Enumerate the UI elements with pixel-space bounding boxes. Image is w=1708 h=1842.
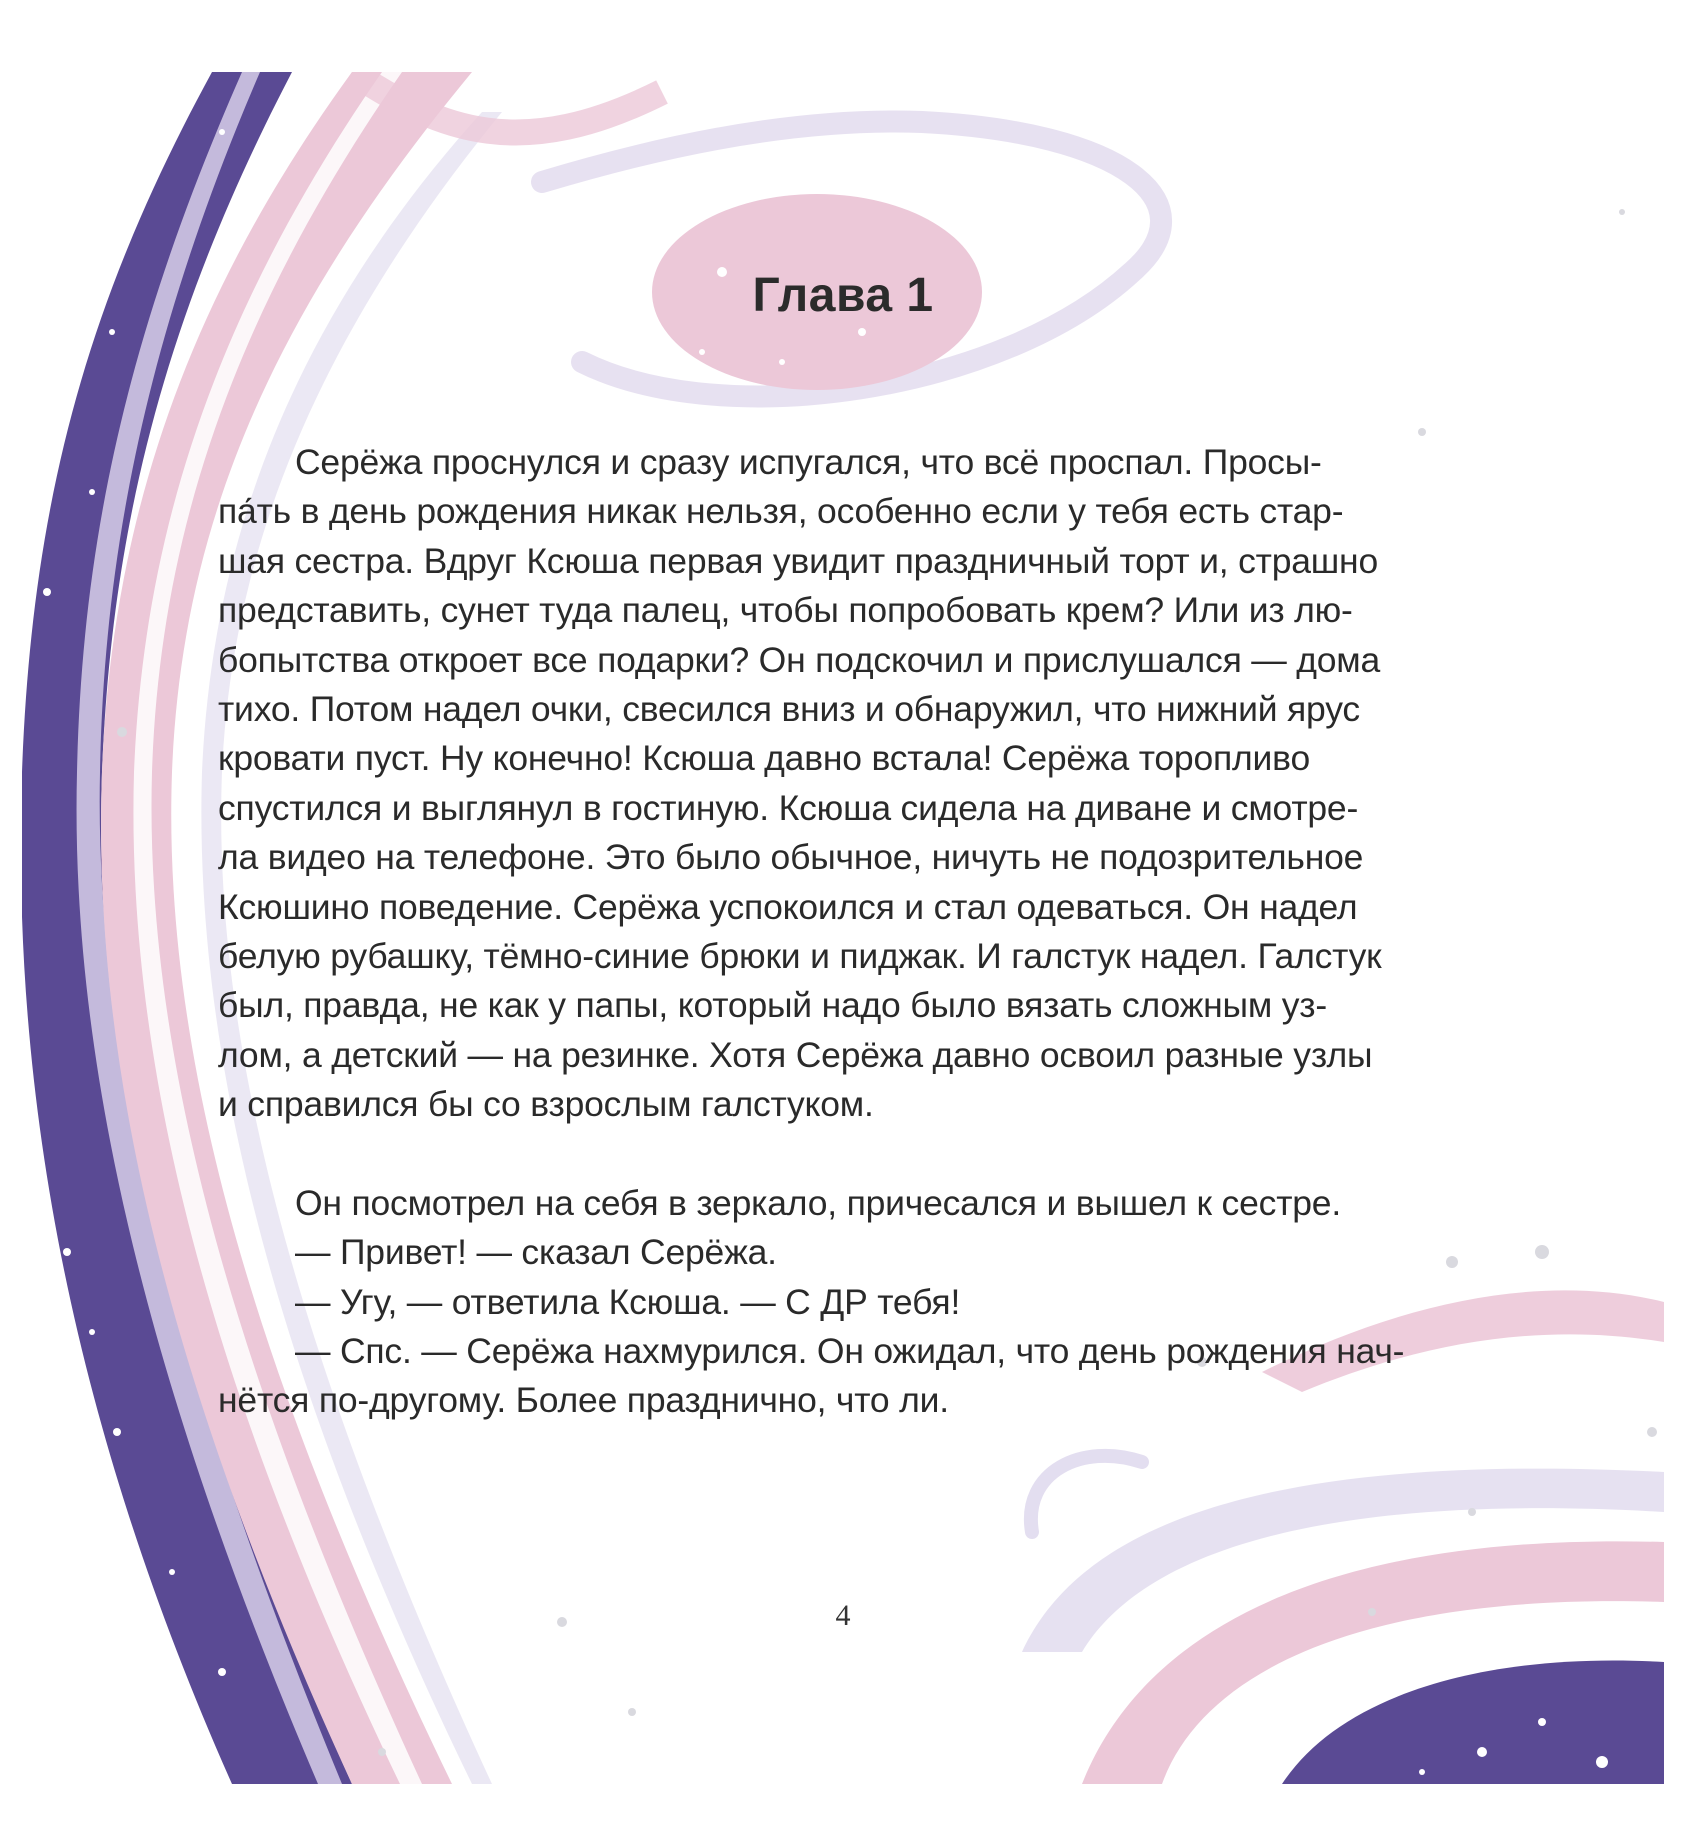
text-line: представить, сунет туда палец, чтобы попробовать крем? Или из лю- [218,590,1353,631]
text-line: кровати пуст. Ну конечно! Ксюша давно встала! Серёжа торопливо [218,738,1310,779]
book-page [22,72,1664,1784]
text-line: и справился бы со взрослым галстуком. [218,1084,874,1125]
text-line: па́ть в день рождения никак нельзя, особенно если у тебя есть стар- [218,491,1344,532]
page-number: 4 [835,1599,851,1632]
bottom-white-curl [1031,1456,1142,1532]
text-line: — Угу, — ответила Ксюша. — С ДР тебя! [295,1281,961,1322]
text-line: был, правда, не как у папы, который надо было вязать сложным уз- [218,985,1327,1026]
text-line: спустился и выглянул в гостиную. Ксюша сидела на диване и смотре- [218,787,1359,828]
text-line: Серёжа проснулся и сразу испугался, что всё проспал. Просы- [295,442,1322,482]
text-line: бопытства откроет все подарки? Он подскочил и прислушался — дома [218,639,1381,680]
text-line: лом, а детский — на резинке. Хотя Серёжа давно освоил разные узлы [218,1034,1373,1075]
text-line: тихо. Потом надел очки, свесился вниз и обнаружил, что нижний ярус [218,689,1360,730]
text-line: шая сестра. Вдруг Ксюша первая увидит праздничный торт и, страшно [218,540,1379,581]
text-line: ла видео на телефоне. Это было обычное, ничуть не подозрительное [218,837,1364,878]
chapter-text [218,438,1518,1426]
text-line: нётся по-другому. Более празднично, что ли. [218,1380,949,1421]
text-line: Ксюшино поведение. Серёжа успокоился и стал одеваться. Он надел [218,886,1358,927]
text-line: — Спс. — Серёжа нахмурился. Он ожидал, что день рождения нач- [295,1330,1405,1371]
paragraph-gap [218,1130,1518,1179]
text-line: Он посмотрел на себя в зеркало, причесался и вышел к сестре. [295,1182,1341,1223]
text-line: — Привет! — сказал Серёжа. [295,1232,777,1273]
chapter-title: Глава 1 [752,269,934,322]
text-line: белую рубашку, тёмно-синие брюки и пиджак. И галстук надел. Галстук [218,936,1382,977]
